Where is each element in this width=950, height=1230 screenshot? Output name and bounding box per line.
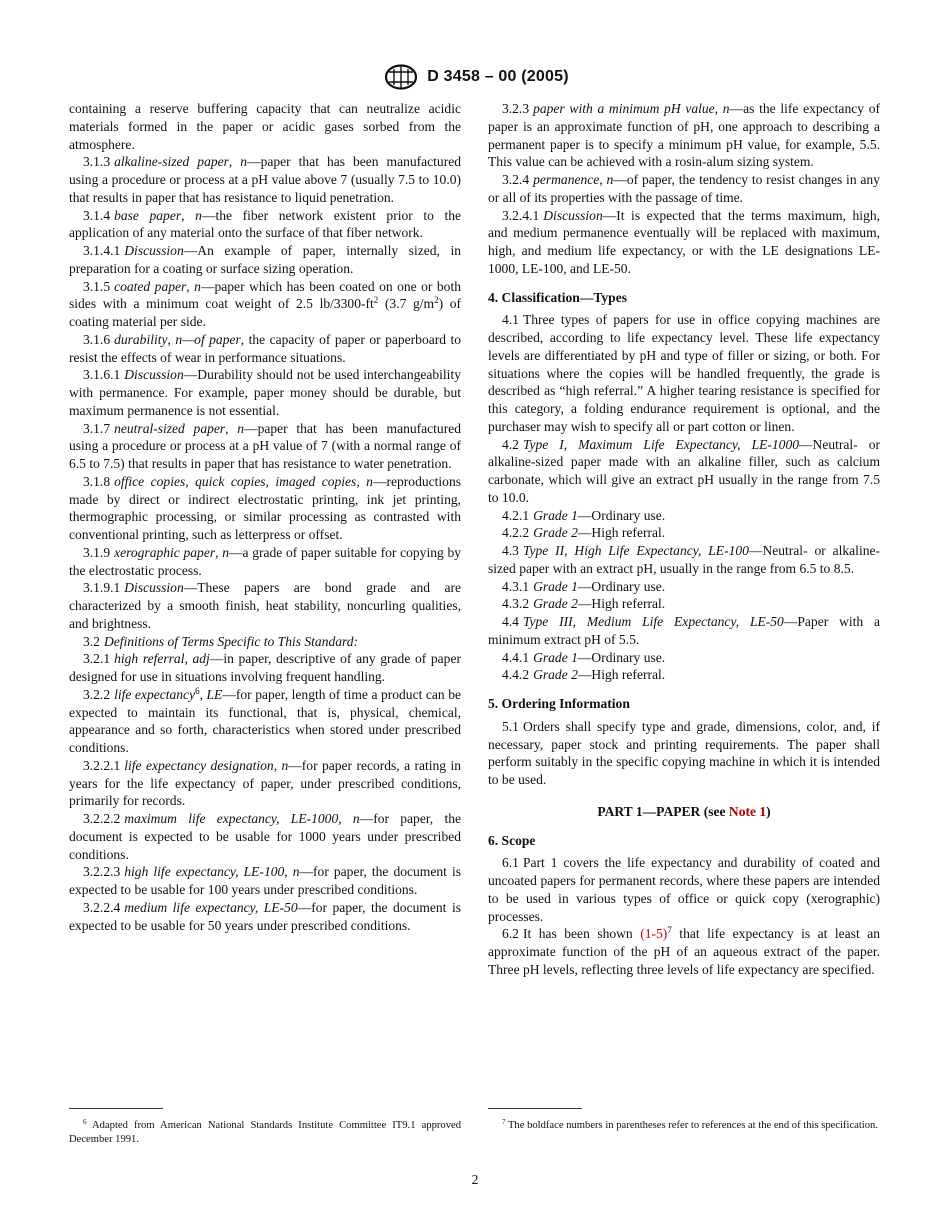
para-4-3-2: 4.3.2 Grade 2—High referral. [502, 596, 666, 612]
page-number: 2 [471, 1172, 479, 1187]
left-column [69, 100, 461, 934]
def-neutral-sized-paper: 3.1.7 neutral-sized paper, n—paper that has been manufactured using a procedure or process at a pH value of 7 (with a normal range of 6.5 to 7.5) that results in paper that has resistance to water penetration. [69, 420, 461, 471]
discussion-durability: 3.1.6.1 Discussion—Durability should not be used interchangeability with permanence. For example, paper money should be durable, but maximum permanence is not essential. [69, 367, 461, 418]
def-medium-life-expectancy: 3.2.2.4 medium life expectancy, LE-50—for paper, the document is expected to be usable for 50 years under prescribed conditions. [69, 899, 461, 933]
para-4-4: 4.4 Type III, Medium Life Expectancy, LE-50—Paper with a minimum extract pH of 5.5. [488, 614, 881, 647]
def-alkaline-sized-paper: 3.1.3 alkaline-sized paper, n—paper that has been manufactured using a procedure or process at a pH value above 7 (usually 7.5 to 10.0) that results in paper that has resistance to liquid penetration. [69, 154, 461, 205]
reference-link[interactable]: (1-5) [640, 926, 668, 942]
note-1-link[interactable]: Note 1 [728, 803, 767, 819]
heading-classification: 4. Classification—Types [488, 289, 627, 305]
astm-logo-icon [381, 64, 421, 90]
def-permanence: 3.2.4 permanence, n—of paper, the tendency to resist changes in any or all of its properties with the passage of time. [488, 172, 880, 205]
def-base-paper: 3.1.4 base paper, n—the fiber network existent prior to the application of any material onto the surface of that fiber network. [69, 207, 462, 241]
para-4-3-1: 4.3.1 Grade 1—Ordinary use. [502, 578, 666, 594]
para-4-1: 4.1 Three types of papers for use in office copying machines are described, according to life expectancy level. These life expectancy levels are differentiated by pH and type of filler or sizing, or both. For situations where the copies will be handled frequently, the grade is described as “high referral.” A higher tearing resistance is specified for this category, a folding endurance requirement is optional, and the purchaser may wish to specify all or part cotton or linen. [488, 312, 880, 434]
para-4-3: 4.3 Type II, High Life Expectancy, LE-100—Neutral- or alkaline-sized paper with an extract pH, usually in the range from 6.5 to 8.5. [488, 543, 880, 576]
def-coated-paper: 3.1.5 coated paper, n—paper which has been coated on one or both sides with a minimum coat weight of 2.5 $lb/3300-ft^2$ (3.7 $g/m^2$) of coating material per side. [69, 278, 462, 329]
para-4-4-2: 4.4.2 Grade 2—High referral. [502, 667, 666, 683]
para-4-2-1: 4.2.1 Grade 1—Ordinary use. [502, 507, 666, 523]
discussion-permanence: 3.2.4.1 Discussion—It is expected that the terms maximum, high, and medium permanence eventually will be replaced with maximum, high, and medium life expectancy, or with the LE designations LE-1000, LE-100, and LE-50. [488, 207, 880, 276]
para-6-1: 6.1 Part 1 covers the life expectancy and durability of coated and uncoated papers for permanent records, where these papers are intended to be used in various types of office or quick copy (xerographic) processes. [488, 855, 880, 924]
para-4-4-1: 4.4.1 Grade 1—Ordinary use. [502, 649, 666, 665]
standard-designation: D 3458 – 00 (2005) [427, 68, 569, 85]
def-life-expectancy: 3.2.2 life expectancy$^6$, LE—for paper, length of time a product can be expected to maintain its functional, that is, physical, chemical, appearance and so forth, characteristics when stored under prescribed conditions. [69, 685, 461, 755]
section-3-2-title: 3.2 Definitions of Terms Specific to This Standard: [83, 633, 359, 649]
heading-scope: 6. Scope [488, 832, 536, 848]
para-4-2-2: 4.2.2 Grade 2—High referral. [502, 525, 666, 541]
def-maximum-life-expectancy: 3.2.2.2 maximum life expectancy, LE-1000, n—for paper, the document is expected to be usable for 1000 years under prescribed conditions. [69, 811, 461, 862]
def-life-expectancy-designation: 3.2.2.1 life expectancy designation, n—for paper records, a rating in years for the life expectancy of paper, under prescribed conditions, primarily for records. [69, 757, 461, 809]
discussion-xerographic: 3.1.9.1 Discussion—These papers are bond grade and are characterized by a smooth finish, heat stability, noncurling qualities, and brightness. [69, 580, 461, 631]
heading-ordering-information: 5. Ordering Information [488, 696, 630, 711]
footnote-6: $^6$ Adapted from American National Standards Institute Committee IT9.1 approved December 1991. [69, 1118, 461, 1145]
def-high-life-expectancy: 3.2.2.3 high life expectancy, LE-100, n—for paper, the document is expected to be usable for 100 years under prescribed conditions. [69, 864, 461, 897]
para-5-1: 5.1 Orders shall specify type and grade, dimensions, color, and, if necessary, paper stock and printing requirements. The paper shall perform suitably in the specific copying machine in which it is intended to be used. [488, 718, 880, 787]
def-xerographic-paper: 3.1.9 xerographic paper, n—a grade of paper suitable for copying by the electrostatic process. [69, 544, 462, 578]
page-header [0, 64, 950, 90]
footnote-rule-right [488, 1108, 582, 1109]
discussion-base-paper: 3.1.4.1 Discussion—An example of paper, internally sized, in preparation for a coating or surface sizing operation. [69, 243, 461, 276]
def-office-copies: 3.1.8 office copies, quick copies, imaged copies, n—reproductions made by direct or indirect electrostatic printing, ink jet printing, thermographic processing, or similar processing as contrasted with conventional printing, such as letterpress or offset. [69, 473, 461, 542]
footnote-7: $^7$ The boldface numbers in parentheses refer to references at the end of this specification. [502, 1118, 878, 1131]
def-high-referral: 3.2.1 high referral, adj—in paper, descriptive of any grade of paper designed for use in situations involving frequent handling. [69, 651, 461, 684]
right-column [488, 100, 880, 979]
def-durability: 3.1.6 durability, n—of paper, the capacity of paper or paperboard to resist the effects of wear in performance situations. [69, 331, 461, 365]
part-1-heading: PART 1—PAPER (see Note 1) [597, 803, 771, 819]
paragraph-continued: containing a reserve buffering capacity that can neutralize acidic materials formed in the paper or acidic gases sorbed from the atmosphere. [69, 101, 461, 152]
para-4-2: 4.2 Type I, Maximum Life Expectancy, LE-1000—Neutral- or alkaline-sized paper made with an alkaline filler, such as calcium carbonate, which will give an extract pH usually in the range from 7.5 to 10.0. [488, 436, 880, 505]
def-minimum-ph-paper: 3.2.3 paper with a minimum pH value, n—as the life expectancy of paper is an approximate function of pH, one approach to describing a permanent paper is to specify a minimum pH value, for example, 5.5. This value can be achieved with a rosin-alum sizing system. [488, 101, 880, 170]
para-6-2: 6.2 It has been shown $(1-5)^7$ that life expectancy is at least an approximate function of the pH of an aqueous extract of the paper. Three pH levels, reflecting three levels of life expectancy are specified. [488, 925, 881, 977]
footnote-rule-left [69, 1108, 163, 1109]
